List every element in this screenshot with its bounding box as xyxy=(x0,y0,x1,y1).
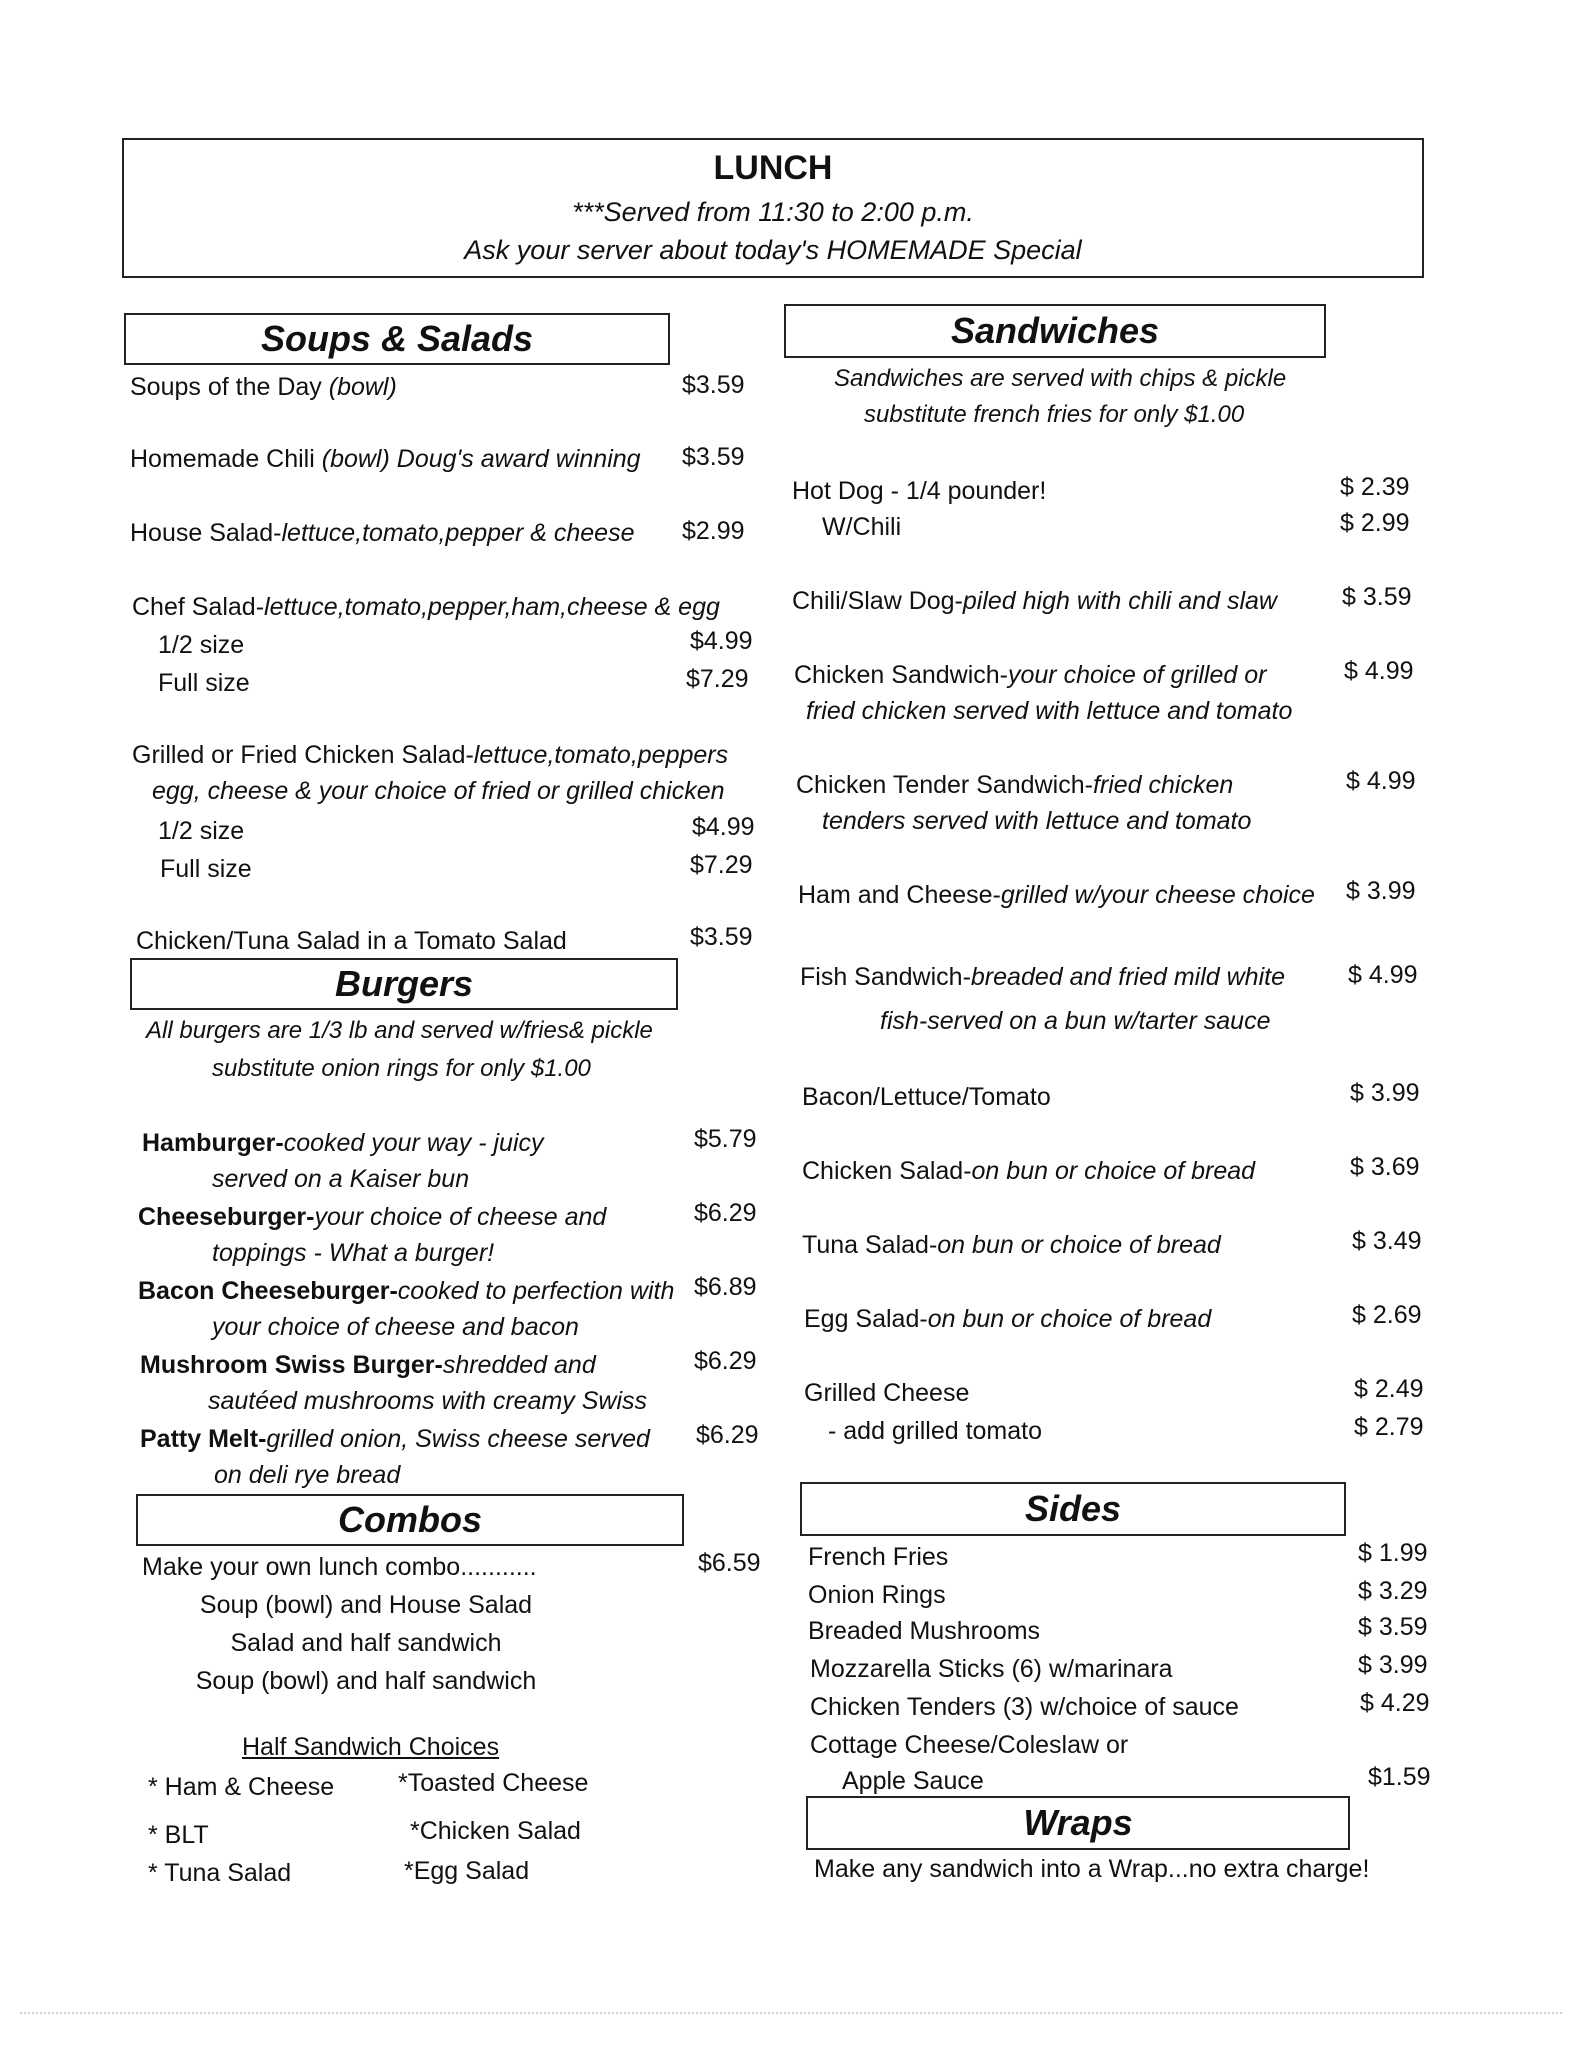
choice-item: *Chicken Salad xyxy=(410,1817,581,1845)
item-name: Chef Salad- xyxy=(132,593,265,621)
menu-item-ham-cheese xyxy=(798,880,1315,910)
side-price: $ 1.99 xyxy=(1358,1539,1428,1567)
sandwiches-note: substitute french fries for only $1.00 xyxy=(864,401,1245,428)
item-desc: on bun or choice of bread xyxy=(971,1157,1256,1185)
burgers-title: Burgers xyxy=(334,963,474,1004)
price-blt: $ 3.99 xyxy=(1350,1079,1420,1107)
menu-item-tomato-salad: Chicken/Tuna Salad in a Tomato Salad xyxy=(136,927,567,955)
menu-item-blt: Bacon/Lettuce/Tomato xyxy=(802,1083,1051,1111)
soups-salads-title: Soups & Salads xyxy=(260,318,534,359)
price-hot-dog-chili: $ 2.99 xyxy=(1340,509,1410,537)
price-hamburger: $5.79 xyxy=(694,1125,757,1153)
soups-salads-header xyxy=(124,313,670,365)
price-egg-salad-sandwich: $ 2.69 xyxy=(1352,1301,1422,1329)
menu-item-patty-melt xyxy=(140,1424,650,1454)
menu-item-chef-salad xyxy=(132,592,720,622)
item-desc: (bowl) Doug's award winning xyxy=(321,445,641,473)
item-name: Chicken Sandwich- xyxy=(794,661,1008,689)
burgers-header xyxy=(130,958,678,1010)
menu-item-tuna-salad-sandwich xyxy=(802,1230,1221,1260)
choice-item: *Egg Salad xyxy=(404,1857,530,1885)
item-desc: piled high with chili and slaw xyxy=(962,587,1277,615)
item-desc: toppings - What a burger! xyxy=(212,1239,495,1267)
price-tomato-salad: $3.59 xyxy=(690,923,753,951)
item-desc: cooked your way - juicy xyxy=(283,1129,544,1157)
combo-option: Salad and half sandwich xyxy=(230,1629,502,1657)
menu-item-grilled-cheese: Grilled Cheese xyxy=(804,1379,970,1407)
price-bacon-cheeseburger: $6.89 xyxy=(694,1273,757,1301)
size-label: 1/2 size xyxy=(158,817,245,845)
combos-header xyxy=(136,1494,684,1546)
side-price: $1.59 xyxy=(1368,1763,1431,1791)
price-house-salad: $2.99 xyxy=(682,517,745,545)
side-item: French Fries xyxy=(808,1543,949,1571)
item-name: House Salad- xyxy=(130,519,282,547)
burgers-note: All burgers are 1/3 lb and served w/fries& pickle xyxy=(146,1017,653,1044)
menu-item-chicken-sandwich xyxy=(794,660,1266,690)
side-item: Mozzarella Sticks (6) w/marinara xyxy=(810,1655,1173,1683)
menu-item-mushroom-swiss xyxy=(140,1350,596,1380)
item-name: Chili/Slaw Dog- xyxy=(792,587,963,615)
price-tuna-salad-sandwich: $ 3.49 xyxy=(1352,1227,1422,1255)
price-chili-slaw-dog: $ 3.59 xyxy=(1342,583,1412,611)
item-desc: (bowl) xyxy=(328,373,397,401)
price-chef-half: $4.99 xyxy=(690,627,753,655)
price-homemade-chili: $3.59 xyxy=(682,443,745,471)
item-name: Chicken Tender Sandwich- xyxy=(796,771,1093,799)
item-desc: breaded and fried mild white xyxy=(970,963,1285,991)
price-chicken-salad-sandwich: $ 3.69 xyxy=(1350,1153,1420,1181)
size-label: Full size xyxy=(160,855,252,883)
price-grilled-tomato: $ 2.79 xyxy=(1354,1413,1424,1441)
sides-header xyxy=(800,1482,1346,1536)
item-desc: cooked to perfection with xyxy=(397,1277,675,1305)
price-chicken-sandwich: $ 4.99 xyxy=(1344,657,1414,685)
menu-item-homemade-chili xyxy=(130,444,641,474)
menu-item-chicken-salad xyxy=(132,740,728,770)
item-name: Soups of the Day xyxy=(130,373,322,401)
side-item: Breaded Mushrooms xyxy=(808,1617,1041,1645)
item-name: Bacon Cheeseburger- xyxy=(138,1277,398,1305)
sides-title: Sides xyxy=(1024,1488,1122,1529)
price-chef-full: $7.29 xyxy=(686,665,749,693)
item-name: Mushroom Swiss Burger- xyxy=(140,1351,443,1379)
price-ham-cheese: $ 3.99 xyxy=(1346,877,1416,905)
menu-item-chicken-salad-sandwich xyxy=(802,1156,1255,1186)
price-hot-dog: $ 2.39 xyxy=(1340,473,1410,501)
combo-option: Soup (bowl) and House Salad xyxy=(199,1591,533,1619)
item-desc: lettuce,tomato,pepper & cheese xyxy=(281,519,635,547)
size-label: Full size xyxy=(158,669,250,697)
item-desc: fried chicken served with lettuce and tomato xyxy=(806,697,1293,725)
side-item: Cottage Cheese/Coleslaw or xyxy=(810,1731,1129,1759)
side-item: Onion Rings xyxy=(808,1581,946,1609)
item-name: Chicken Salad- xyxy=(802,1157,972,1185)
item-desc: your choice of grilled or xyxy=(1008,661,1267,689)
menu-item-hamburger xyxy=(142,1128,544,1158)
item-desc: lettuce,tomato,peppers xyxy=(473,741,729,769)
menu-item-chili-slaw-dog xyxy=(792,586,1277,616)
side-item: Apple Sauce xyxy=(842,1767,984,1795)
combo-option: Soup (bowl) and half sandwich xyxy=(195,1667,537,1695)
choice-item: * Ham & Cheese xyxy=(148,1773,335,1801)
special-note: Ask your server about today's HOMEMADE Special xyxy=(464,235,1082,265)
menu-item-fish-sandwich xyxy=(800,962,1285,992)
item-desc: sautéed mushrooms with creamy Swiss xyxy=(208,1387,648,1415)
menu-item-soups-of-the-day xyxy=(130,372,397,402)
menu-item-egg-salad-sandwich xyxy=(804,1304,1211,1334)
menu-item-cheeseburger xyxy=(138,1202,606,1232)
item-desc: grilled w/your cheese choice xyxy=(1000,881,1315,909)
menu-item-house-salad xyxy=(130,518,635,548)
choice-item: *Toasted Cheese xyxy=(398,1769,589,1797)
burgers-note: substitute onion rings for only $1.00 xyxy=(212,1055,591,1082)
sandwiches-note: Sandwiches are served with chips & pickle xyxy=(834,365,1287,392)
price-chicken-tender: $ 4.99 xyxy=(1346,767,1416,795)
menu-item-hot-dog-chili: W/Chili xyxy=(822,513,902,541)
wraps-note: Make any sandwich into a Wrap...no extra charge! xyxy=(814,1855,1370,1883)
sandwiches-header xyxy=(784,304,1326,358)
price-chicken-half: $4.99 xyxy=(692,813,755,841)
item-name: Ham and Cheese- xyxy=(798,881,1001,909)
item-desc: served on a Kaiser bun xyxy=(212,1165,470,1193)
side-item: Chicken Tenders (3) w/choice of sauce xyxy=(810,1693,1239,1721)
menu-item-grilled-tomato: - add grilled tomato xyxy=(828,1417,1043,1445)
item-name: Patty Melt- xyxy=(140,1425,267,1453)
price-fish-sandwich: $ 4.99 xyxy=(1348,961,1418,989)
item-name: Egg Salad- xyxy=(804,1305,928,1333)
item-name: Cheeseburger- xyxy=(138,1203,315,1231)
served-hours: ***Served from 11:30 to 2:00 p.m. xyxy=(572,197,974,227)
item-desc: on deli rye bread xyxy=(214,1461,401,1489)
item-name: Hamburger- xyxy=(142,1129,284,1157)
side-price: $ 4.29 xyxy=(1360,1689,1430,1717)
price-grilled-cheese: $ 2.49 xyxy=(1354,1375,1424,1403)
price-cheeseburger: $6.29 xyxy=(694,1199,757,1227)
item-desc: egg, cheese & your choice of fried or grilled chicken xyxy=(152,777,725,805)
side-price: $ 3.59 xyxy=(1358,1613,1428,1641)
wraps-header xyxy=(806,1796,1350,1850)
side-price: $ 3.99 xyxy=(1358,1651,1428,1679)
item-name: Grilled or Fried Chicken Salad- xyxy=(132,741,474,769)
item-name: Tuna Salad- xyxy=(802,1231,938,1259)
item-desc: lettuce,tomato,pepper,ham,cheese & egg xyxy=(264,593,720,621)
item-desc: grilled onion, Swiss cheese served xyxy=(266,1425,650,1453)
price-mushroom-swiss: $6.29 xyxy=(694,1347,757,1375)
lunch-header-box xyxy=(122,138,1424,278)
price-soups-of-the-day: $3.59 xyxy=(682,371,745,399)
side-price: $ 3.29 xyxy=(1358,1577,1428,1605)
menu-item-bacon-cheeseburger xyxy=(138,1276,674,1306)
combo-main: Make your own lunch combo........... xyxy=(142,1553,537,1581)
price-chicken-full: $7.29 xyxy=(690,851,753,879)
sandwiches-title: Sandwiches xyxy=(950,310,1160,351)
item-desc: on bun or choice of bread xyxy=(927,1305,1212,1333)
item-desc: fish-served on a bun w/tarter sauce xyxy=(880,1007,1271,1035)
item-desc: your choice of cheese and bacon xyxy=(212,1313,579,1341)
choice-item: * BLT xyxy=(148,1821,209,1849)
price-combo: $6.59 xyxy=(698,1549,761,1577)
item-desc: tenders served with lettuce and tomato xyxy=(822,807,1252,835)
choice-item: * Tuna Salad xyxy=(148,1859,292,1887)
half-sandwich-choices-title: Half Sandwich Choices xyxy=(242,1733,500,1761)
item-name: Homemade Chili xyxy=(130,445,315,473)
combos-title: Combos xyxy=(338,1499,482,1540)
page-title: LUNCH xyxy=(713,149,833,187)
item-desc: shredded and xyxy=(442,1351,596,1379)
size-label: 1/2 size xyxy=(158,631,245,659)
item-desc: fried chicken xyxy=(1092,771,1234,799)
menu-item-chicken-tender xyxy=(796,770,1233,800)
price-patty-melt: $6.29 xyxy=(696,1421,759,1449)
item-desc: your choice of cheese and xyxy=(314,1203,607,1231)
item-desc: on bun or choice of bread xyxy=(937,1231,1221,1259)
page-bottom-divider xyxy=(20,2012,1562,2014)
item-name: Fish Sandwich- xyxy=(800,963,971,991)
wraps-title: Wraps xyxy=(1023,1802,1133,1843)
menu-item-hot-dog: Hot Dog - 1/4 pounder! xyxy=(792,477,1047,505)
